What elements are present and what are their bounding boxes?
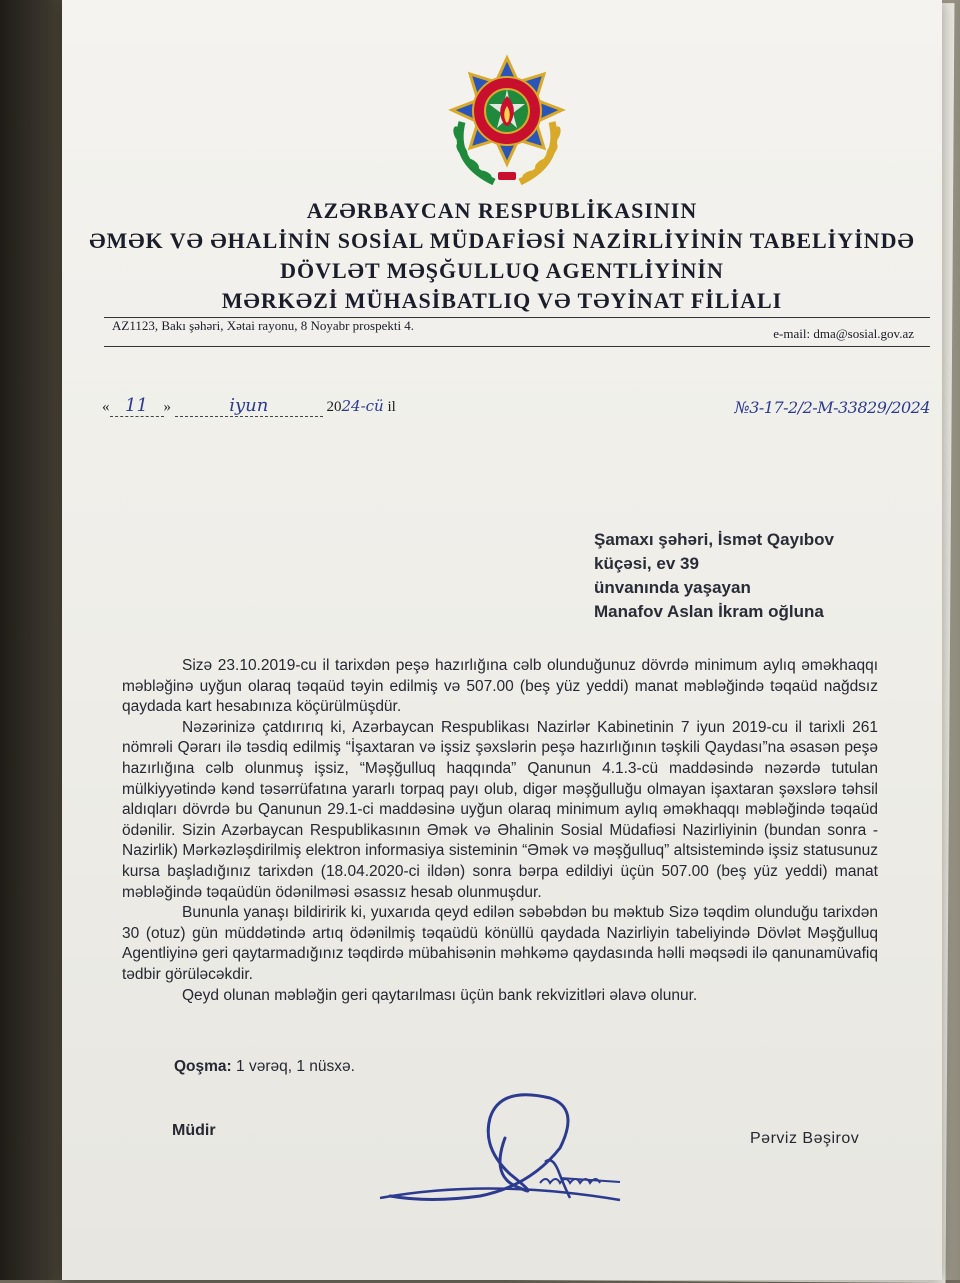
- recipient-line: Şamaxı şəhəri, İsmət Qayıbov: [594, 530, 835, 549]
- recipient-line: küçəsi, ev 39: [594, 554, 699, 573]
- recipient-line: ünvanında yaşayan: [594, 578, 751, 597]
- attachment-value: 1 vərəq, 1 nüsxə.: [236, 1058, 355, 1075]
- agency-email: e-mail: dma@sosial.gov.az: [773, 326, 914, 341]
- date-year-handwritten: 24-cü: [341, 397, 384, 415]
- date-day: 11: [125, 395, 148, 416]
- letter-body: [122, 656, 878, 1006]
- recipient-block: [594, 528, 934, 624]
- header-line-4: MƏRKƏZİ MÜHASİBATLIQ VƏ TƏYİNAT FİLİALI: [221, 288, 783, 313]
- reference-number: №3-17-2/2-M-33829/2024: [734, 398, 930, 417]
- handwritten-signature: [370, 1078, 630, 1218]
- attachment-label: Qoşma:: [174, 1058, 232, 1075]
- header-line-2: ƏMƏK VƏ ƏHALİNİN SOSİAL MÜDAFİƏSİ NAZİRLİYİNİN TABELİYİNDƏ: [89, 228, 915, 253]
- letter-date: « 11 » iyun 2024-cü il: [102, 395, 396, 416]
- body-paragraph: Nəzərinizə çatdırırıq ki, Azərbaycan Respublikası Nazirlər Kabinetinin 7 iyun 2019-cu il tarixli 261 nömrəli Qərarı ilə təsdiq edilmiş “İşaxtaran və işsiz şəxslərin peşə hazırlığının təşkili Qaydası”na əsasən peşə hazırlığına cəlb olunmuş işsiz, “Məşğulluq haqqında” Qanunun 4.1.3-cü maddəsində nəzərdə tutulan mülkiyyətində kənd təsərrüfatına yararlı torpaq payı olub, digər məşğulluğu olmayan işaxtaran şəxslərə təhsil aldıqları dövrdə bu Qanunun 29.1-ci maddəsinə uyğun olaraq minimum aylıq əməkhaqqı məbləğində təqaüd ödənilir. Sizin Azərbaycan Respublikasının Əmək və Əhalinin Sosial Müdafiəsi Nazirliyinin (bundan sonra - Nazirlik) Mərkəzləşdirilmiş elektron informasiya sisteminin “Əmək və məşğulluq” altsistemində işsiz statusunuz kursa başladığınız tarixdən (18.04.2020-ci ildən) sonra bərpa edildiyi üçün 507.00 (beş yüz yeddi) manat məbləğində təqaüdün ödənilməsi əsassız hesab olunmuşdur.: [122, 718, 878, 901]
- signer-title: Müdir: [172, 1122, 216, 1139]
- signer-name: Pərviz Bəşirov: [750, 1130, 860, 1147]
- date-month: iyun: [229, 395, 269, 416]
- header-line-1: AZƏRBAYCAN RESPUBLİKASININ: [306, 198, 698, 223]
- attachment-line: [174, 1058, 355, 1076]
- letter-page: [62, 0, 942, 1280]
- recipient-line: Manafov Aslan İkram oğluna: [594, 602, 824, 621]
- date-suffix: il: [387, 399, 396, 415]
- date-year-prefix: 20: [326, 399, 342, 415]
- body-paragraph: Qeyd olunan məbləğin geri qaytarılması üçün bank rekvizitləri əlavə olunur.: [182, 986, 698, 1004]
- header-rule-bottom: [104, 346, 930, 347]
- body-paragraph: Bununla yanaşı bildiririk ki, yuxarıda qeyd edilən səbəbdən bu məktub Sizə təqdim olunduğu tarixdən 30 (otuz) gün müddətində artıq ödənilmiş təqaüdü könüllü qaydada Nazirliyin tabeliyində Dövlət Məşğulluq Agentliyinə geri qaytarmadığınız təqdirdə mübahisənin məhkəmə qaydasında həlli məqsədi ilə qanunamüvafiq tədbir görüləcəkdir.: [122, 904, 878, 983]
- state-emblem-icon: [444, 52, 570, 190]
- header-line-3: DÖVLƏT MƏŞĞULLUQ AGENTLİYİNİN: [280, 258, 724, 283]
- body-paragraph: Sizə 23.10.2019-cu il tarixdən peşə hazırlığına cəlb olunduğunuz dövrdə minimum aylıq əməkhaqqı məbləğinə uyğun olaraq təqaüd təyin edilmiş və 507.00 (beş yüz yeddi) manat məbləğində təqaüd nağdsız qaydada kart hesabınıza köçürülmüşdür.: [122, 657, 878, 716]
- agency-address: AZ1123, Bakı şəhəri, Xətai rayonu, 8 Noyabr prospekti 4.: [112, 318, 415, 333]
